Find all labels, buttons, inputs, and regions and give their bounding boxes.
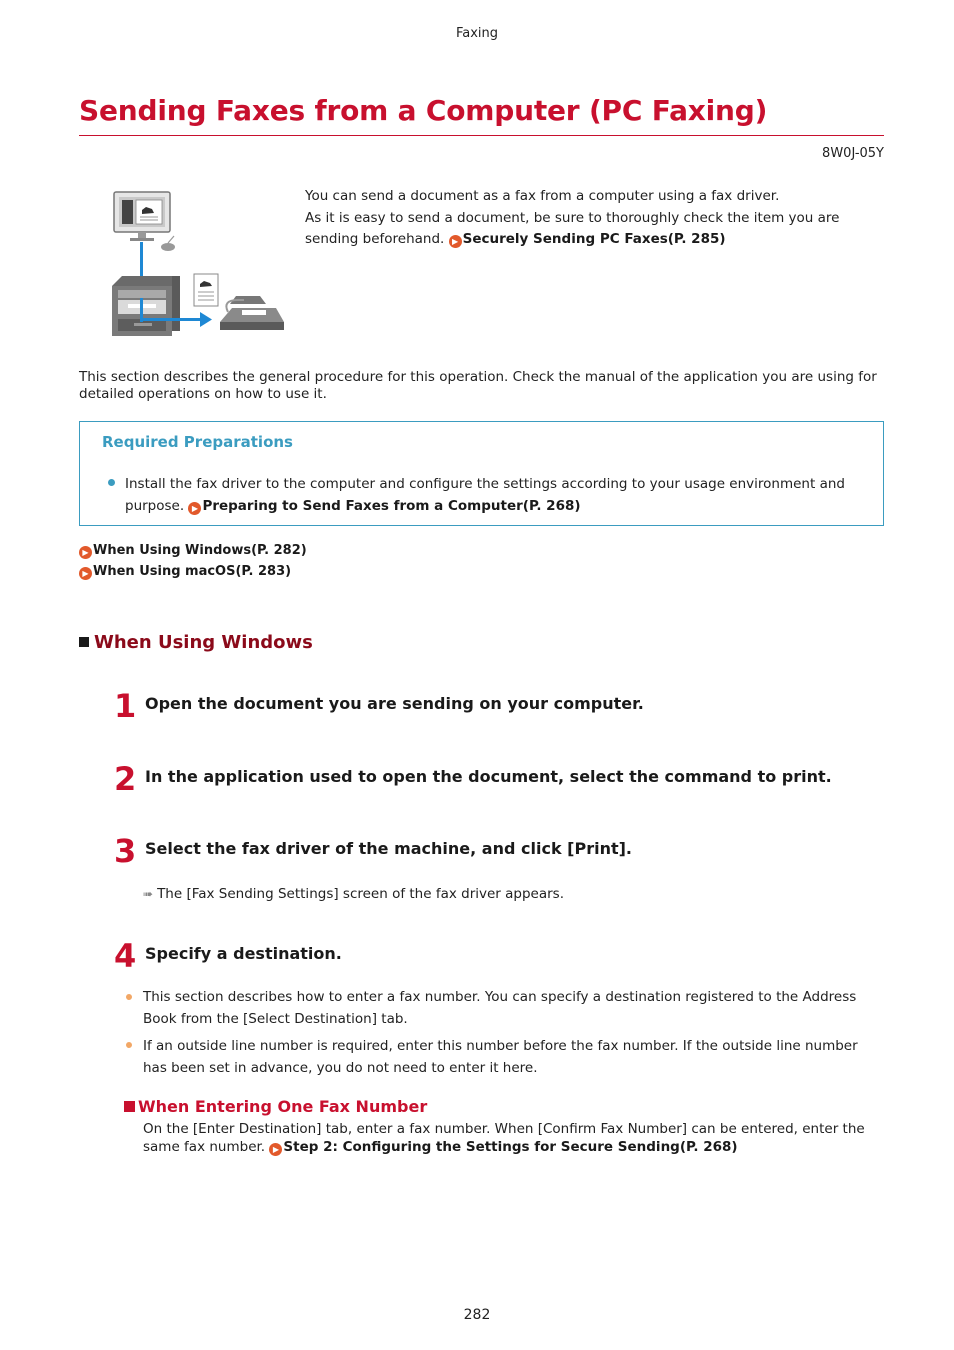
link-arrow-icon: ▶ — [449, 235, 462, 248]
subsection-heading-text: When Entering One Fax Number — [138, 1097, 428, 1116]
intro-line-3-text: sending beforehand. — [305, 231, 445, 247]
section-description: This section describes the general procedure for this operation. Check the manual of the application you are using for detailed operations on how to use it. — [79, 369, 877, 402]
link-arrow-icon: ▶ — [79, 546, 92, 559]
document-id: 8W0J-05Y — [822, 146, 884, 161]
result-arrow-icon: ➠ — [143, 887, 154, 901]
pc-fax-illustration — [104, 186, 286, 346]
preparation-item-text: Install the fax driver to the computer and configure the settings according to your usage environment and purpose. — [125, 476, 845, 514]
running-header: Faxing — [455, 26, 499, 41]
toc-link-windows[interactable] — [79, 543, 307, 559]
bullet-icon — [108, 479, 115, 486]
toc-link-macos-label: When Using macOS(P. 283) — [93, 564, 292, 579]
step-text: In the application used to open the document, select the command to print. — [145, 767, 832, 786]
subsection-body-text: On the [Enter Destination] tab, enter a fax number. When [Confirm Fax Number] can be entered, enter the same fax number. — [143, 1121, 865, 1155]
intro-line-1: You can send a document as a fax from a computer using a fax driver. — [305, 188, 780, 204]
secure-sending-settings-link-label: Step 2: Configuring the Settings for Secure Sending(P. 268) — [283, 1139, 738, 1155]
section-heading-windows — [79, 632, 313, 653]
step-3-result — [143, 886, 564, 902]
secure-pc-fax-link[interactable] — [449, 231, 726, 247]
secure-pc-fax-link-label: Securely Sending PC Faxes(P. 285) — [462, 231, 726, 247]
subsection-heading — [124, 1097, 427, 1116]
intro-paragraph — [305, 186, 865, 251]
section-heading-text: When Using Windows — [94, 632, 313, 653]
note-bullet-icon — [126, 994, 132, 1000]
link-arrow-icon: ▶ — [269, 1143, 282, 1156]
intro-line-3 — [305, 229, 865, 251]
step-text: Specify a destination. — [145, 944, 342, 963]
preparing-fax-link-label: Preparing to Send Faxes from a Computer(P. 268) — [202, 498, 581, 514]
step-text: Open the document you are sending on your computer. — [145, 694, 644, 713]
preparing-fax-link[interactable] — [188, 498, 580, 514]
square-bullet-icon — [124, 1101, 135, 1112]
step-text: Select the fax driver of the machine, and click [Print]. — [145, 839, 632, 858]
step-3-result-text: The [Fax Sending Settings] screen of the fax driver appears. — [157, 886, 565, 902]
subsection-body — [143, 1120, 873, 1156]
page-number: 282 — [463, 1307, 491, 1323]
square-bullet-icon — [79, 637, 89, 647]
step-number: 1 — [114, 687, 137, 725]
preparation-item — [125, 473, 860, 517]
page-title: Sending Faxes from a Computer (PC Faxing) — [79, 94, 768, 127]
required-preparations-title: Required Preparations — [102, 433, 293, 451]
step-4-note: This section describes how to enter a fax number. You can specify a destination registered to the Address Book from the [Select Destination] tab. — [143, 989, 857, 1027]
step-4-note: If an outside line number is required, enter this number before the fax number. If the outside line number has been set in advance, you do not need to enter it here. — [143, 1038, 858, 1076]
note-bullet-icon — [126, 1042, 132, 1048]
toc-link-windows-label: When Using Windows(P. 282) — [93, 543, 307, 558]
step-number: 3 — [114, 832, 137, 870]
toc-link-macos[interactable] — [79, 564, 291, 580]
step-number: 2 — [114, 760, 137, 798]
link-arrow-icon: ▶ — [79, 567, 92, 580]
secure-sending-settings-link[interactable] — [269, 1139, 737, 1155]
link-arrow-icon: ▶ — [188, 502, 201, 515]
title-rule — [79, 135, 884, 136]
step-number: 4 — [114, 937, 137, 975]
intro-line-2: As it is easy to send a document, be sure to thoroughly check the item you are — [305, 209, 840, 226]
